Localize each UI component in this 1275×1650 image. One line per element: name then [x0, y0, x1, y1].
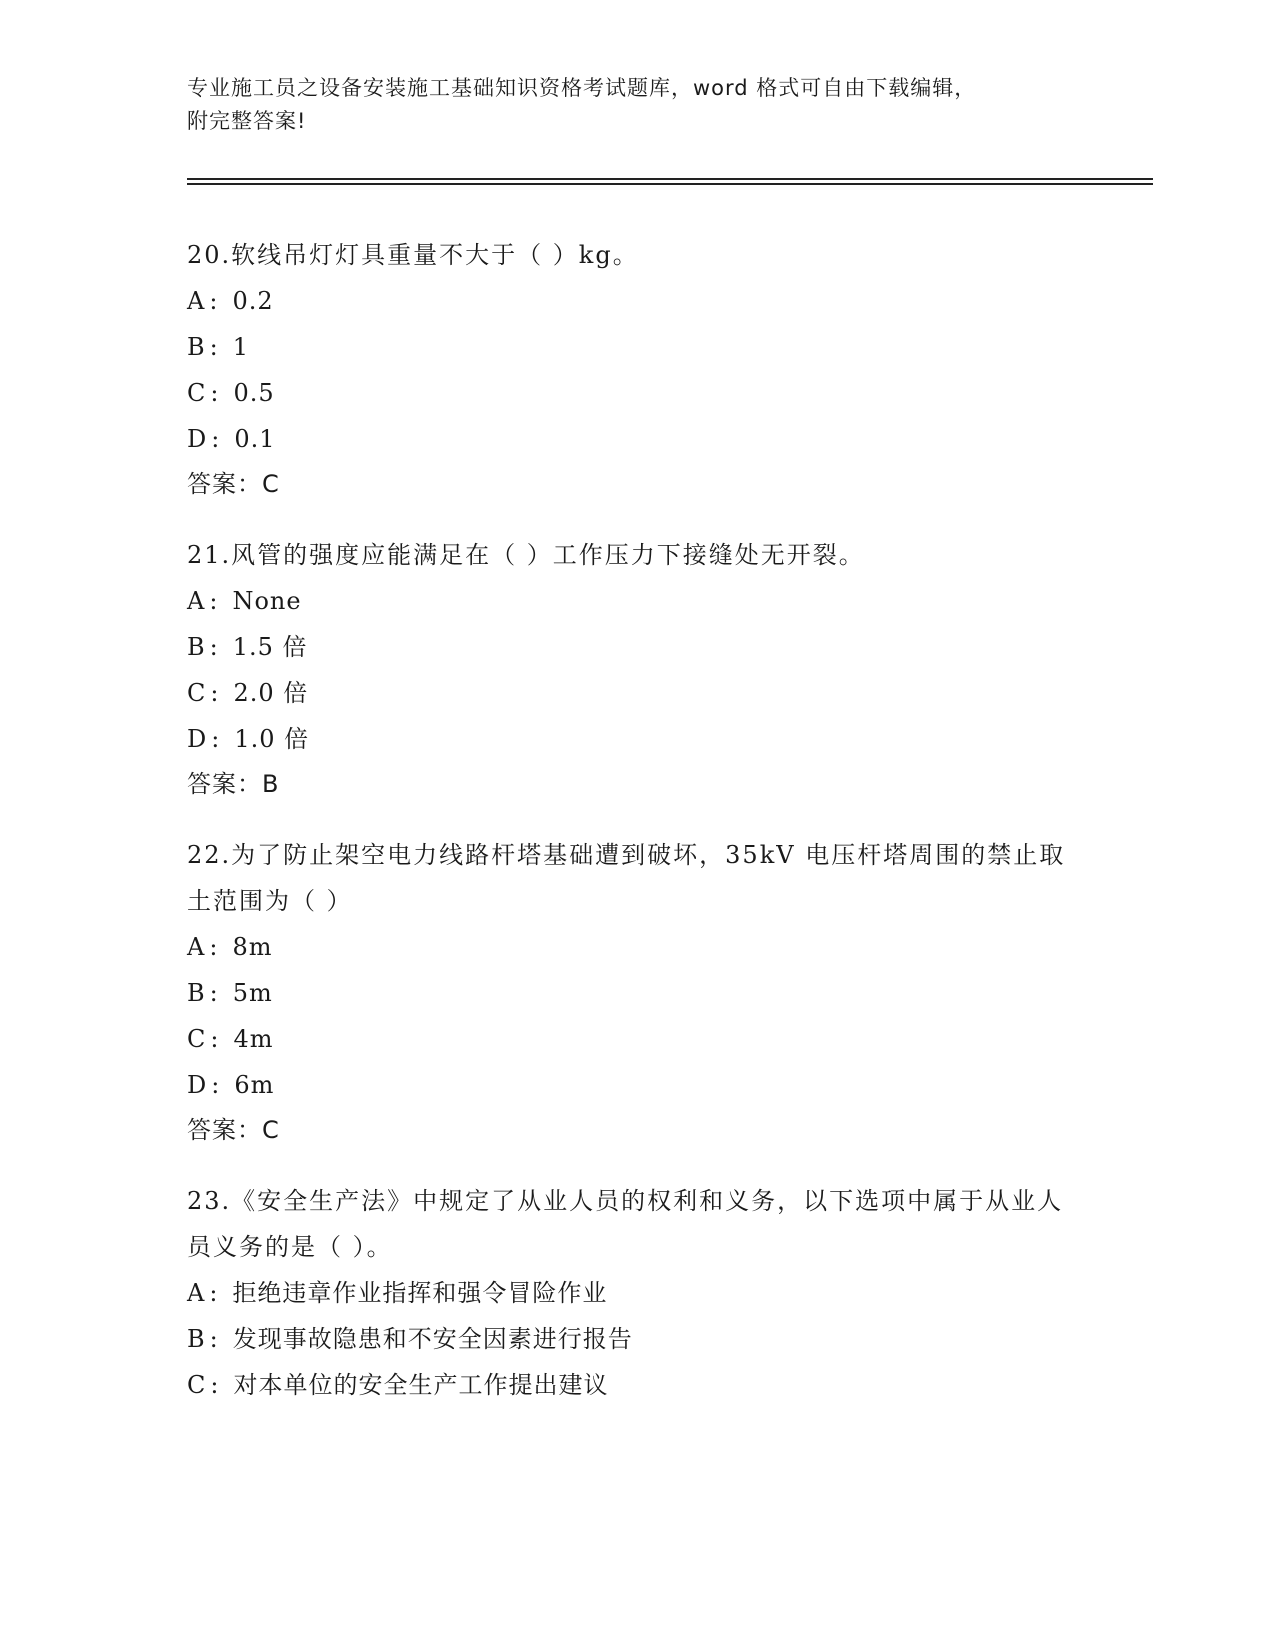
- question-21: [187, 532, 1087, 806]
- document-header: [187, 72, 1087, 138]
- option-value: 2.0 倍: [233, 679, 309, 707]
- option-label: A: [187, 933, 206, 961]
- question-text: 22.为了防止架空电力线路杆塔基础遭到破坏，35kV 电压杆塔周围的禁止取土范围为（ ）: [187, 841, 1066, 915]
- option-label: C: [187, 1025, 207, 1053]
- option-value: 发现事故隐患和不安全因素进行报告: [232, 1325, 633, 1353]
- option-a: A : 0.2: [187, 278, 1087, 324]
- option-d: D : 0.1: [187, 416, 1087, 462]
- question-22: [187, 832, 1087, 1152]
- option-label: B: [187, 1325, 206, 1353]
- option-label: D: [187, 1071, 208, 1099]
- option-c: C : 对本单位的安全生产工作提出建议: [187, 1362, 1087, 1408]
- option-c: C : 0.5: [187, 370, 1087, 416]
- question-list: [187, 232, 1087, 1434]
- option-value: 4m: [233, 1025, 274, 1053]
- option-value: 1.5 倍: [232, 633, 308, 661]
- option-a: A : 8m: [187, 924, 1087, 970]
- option-b: B : 1: [187, 324, 1087, 370]
- question-23: [187, 1178, 1087, 1408]
- option-value: 6m: [234, 1071, 275, 1099]
- option-label: C: [187, 679, 207, 707]
- option-value: 5m: [232, 979, 273, 1007]
- header-divider-bottom: [187, 183, 1153, 185]
- option-label: A: [187, 587, 206, 615]
- question-20: [187, 232, 1087, 506]
- option-value: 1: [232, 333, 250, 361]
- answer-line: 答案：B: [187, 770, 280, 798]
- question-text: 23.《安全生产法》中规定了从业人员的权利和义务，以下选项中属于从业人员义务的是（ ）。: [187, 1187, 1064, 1261]
- option-b: B : 发现事故隐患和不安全因素进行报告: [187, 1316, 1087, 1362]
- option-value: 0.2: [232, 287, 274, 315]
- option-value: 拒绝违章作业指挥和强令冒险作业: [232, 1279, 608, 1307]
- option-value: 0.1: [234, 425, 276, 453]
- option-d: D : 1.0 倍: [187, 716, 1087, 762]
- option-label: D: [187, 425, 208, 453]
- header-line-1: 专业施工员之设备安装施工基础知识资格考试题库，word 格式可自由下载编辑，: [187, 76, 977, 100]
- option-a: A : None: [187, 578, 1087, 624]
- option-b: B : 5m: [187, 970, 1087, 1016]
- answer-line: 答案：C: [187, 470, 280, 498]
- option-value: 0.5: [233, 379, 275, 407]
- option-label: B: [187, 979, 206, 1007]
- option-label: C: [187, 379, 207, 407]
- option-label: A: [187, 287, 206, 315]
- option-a: A : 拒绝违章作业指挥和强令冒险作业: [187, 1270, 1087, 1316]
- question-text: 21.风管的强度应能满足在（ ）工作压力下接缝处无开裂。: [187, 541, 865, 569]
- option-label: C: [187, 1371, 207, 1399]
- option-value: None: [232, 587, 302, 615]
- question-text: 20.软线吊灯灯具重量不大于（ ）kg。: [187, 241, 639, 269]
- option-label: D: [187, 725, 208, 753]
- option-value: 1.0 倍: [234, 725, 310, 753]
- option-label: B: [187, 633, 206, 661]
- option-value: 对本单位的安全生产工作提出建议: [233, 1371, 609, 1399]
- option-c: C : 4m: [187, 1016, 1087, 1062]
- option-b: B : 1.5 倍: [187, 624, 1087, 670]
- option-label: A: [187, 1279, 206, 1307]
- option-label: B: [187, 333, 206, 361]
- option-value: 8m: [232, 933, 273, 961]
- answer-line: 答案：C: [187, 1116, 280, 1144]
- option-c: C : 2.0 倍: [187, 670, 1087, 716]
- header-line-2: 附完整答案!: [187, 109, 307, 133]
- header-divider-top: [187, 178, 1153, 180]
- option-d: D : 6m: [187, 1062, 1087, 1108]
